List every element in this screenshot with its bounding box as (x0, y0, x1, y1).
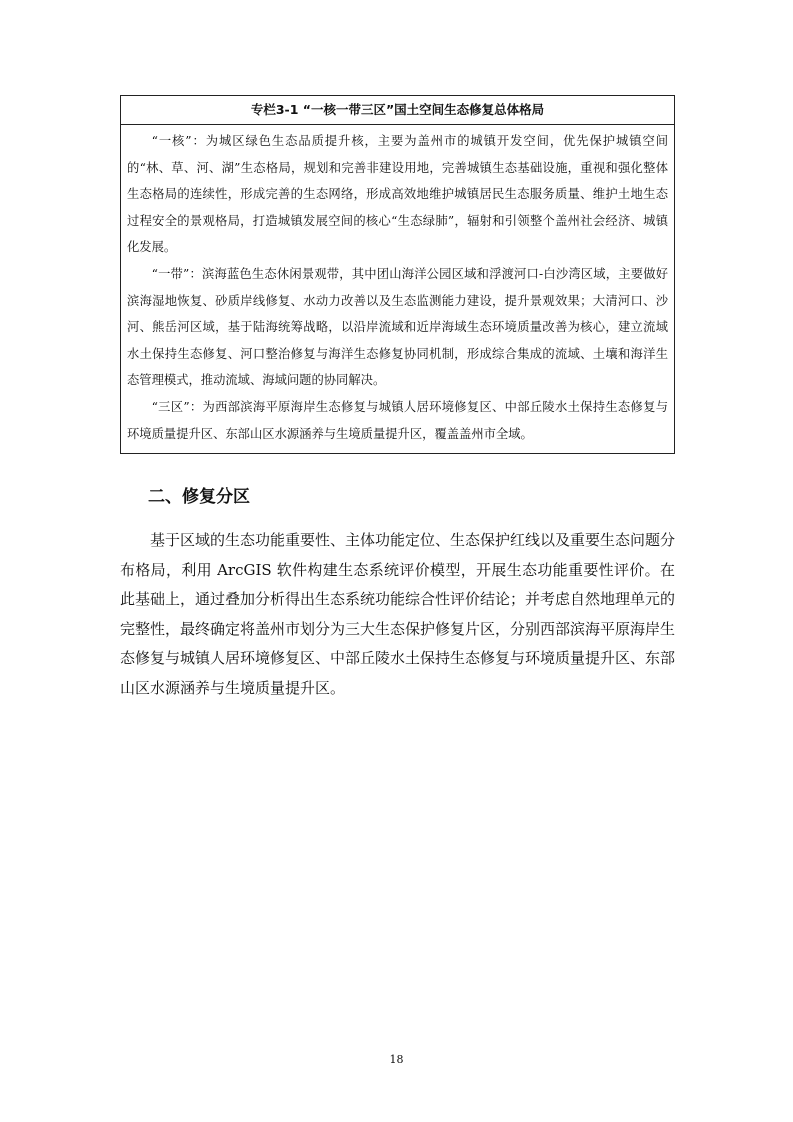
page-number: 18 (389, 1053, 404, 1066)
feature-box-paragraph-core: “一核”：为城区绿色生态品质提升核，主要为盖州市的城镇开发空间，优先保护城镇空间的“林、草、河、湖”生态格局，规划和完善非建设用地，完善城镇生态基础设施，重视和强化整体生态格局的连续性，形成完善的生态网络，形成高效地维护城镇居民生态服务质量、维护土地生态过程安全的景观格局，打造城镇发展空间的核心“生态绿肺”，辐射和引领整个盖州社会经济、城镇化发展。 (127, 134, 668, 255)
feature-box-title: 专栏3-1 “一核一带三区”国土空间生态修复总体格局 (121, 96, 674, 125)
section-body-paragraph: 基于区域的生态功能重要性、主体功能定位、生态保护红线以及重要生态问题分布格局，利用 ArcGIS 软件构建生态系统评价模型，开展生态功能重要性评价。在此基础上，通过叠加分析得出生态系统功能综合性评价结论；并考虑自然地理单元的完整性，最终确定将盖州市划分为三大生态保护修复片区，分别西部滨海平原海岸生态修复与城镇人居环境修复区、中部丘陵水土保持生态修复与环境质量提升区、东部山区水源涵养与生境质量提升区。 (120, 531, 676, 697)
feature-box-paragraph-belt: “一带”：滨海蓝色生态休闲景观带，其中团山海洋公园区域和浮渡河口-白沙湾区域，主要做好滨海湿地恢复、砂质岸线修复、水动力改善以及生态监测能力建设，提升景观效果；大清河口、沙河、熊岳河区域，基于陆海统筹战略，以沿岸流域和近岸海域生态环境质量改善为核心，建立流域水土保持生态修复、河口整治修复与海洋生态修复协同机制，形成综合集成的流域、土壤和海洋生态管理模式，推动流域、海域问题的协同解决。 (127, 266, 668, 388)
feature-box-paragraph-zones: “三区”：为西部滨海平原海岸生态修复与城镇人居环境修复区、中部丘陵水土保持生态修复与环境质量提升区、东部山区水源涵养与生境质量提升区，覆盖盖州市全域。 (127, 399, 668, 441)
section-heading: 二、修复分区 (148, 487, 250, 507)
feature-box (120, 95, 675, 454)
feature-box-body (121, 125, 674, 453)
